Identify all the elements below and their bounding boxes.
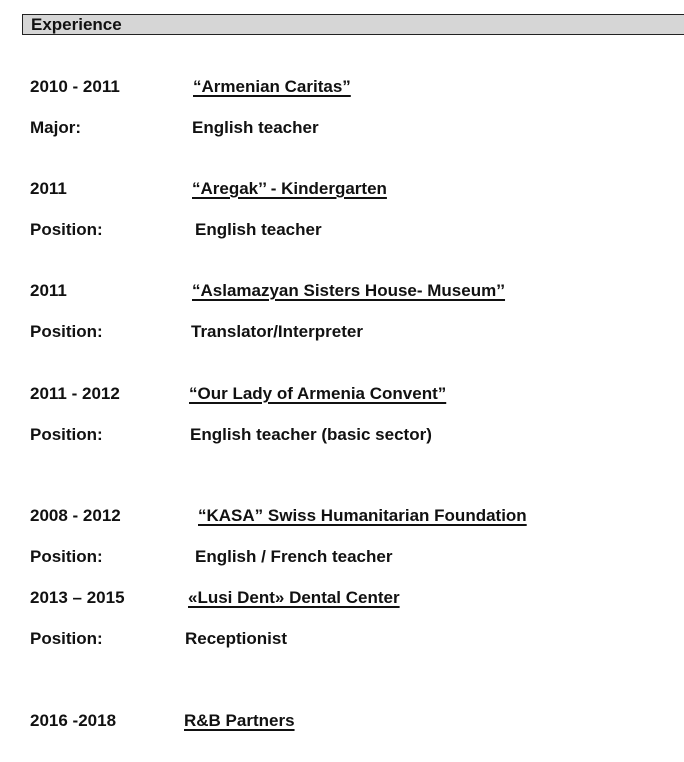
entry-years: 2008 - 2012 (30, 506, 121, 525)
section-header (22, 14, 684, 35)
entry-role-label: Position: (30, 220, 103, 239)
entry-role: Translator/Interpreter (191, 322, 363, 341)
entry-organization: “Aslamazyan Sisters House- Museum’’ (192, 281, 506, 300)
entry-years: 2011 (30, 179, 67, 198)
entry-role: English teacher (192, 118, 319, 137)
entry-role: English teacher (195, 220, 322, 239)
entry-organization: “Our Lady of Armenia Convent” (189, 384, 447, 403)
entry-role-label: Major: (30, 118, 81, 137)
entry-role: English teacher (basic sector) (190, 425, 432, 444)
entry-organization: «Lusi Dent» Dental Center (188, 588, 400, 607)
entry-role-label: Position: (30, 425, 103, 444)
entry-organization: “KASA” Swiss Humanitarian Foundation (198, 506, 527, 525)
entry-role: English / French teacher (195, 547, 393, 566)
entry-role-label: Position: (30, 322, 103, 341)
entry-years: 2010 - 2011 (30, 77, 120, 96)
section-title: Experience (31, 15, 122, 34)
entry-organization: “Armenian Caritas” (193, 77, 351, 96)
entry-role-label: Position: (30, 547, 103, 566)
entry-organization: R&B Partners (184, 711, 295, 730)
entry-organization: “Aregak’’ - Kindergarten (192, 179, 387, 198)
entry-years: 2011 (30, 281, 67, 300)
entry-years: 2016 -2018 (30, 711, 117, 730)
entry-role: Receptionist (185, 629, 288, 648)
entry-years: 2013 – 2015 (30, 588, 125, 607)
entry-years: 2011 - 2012 (30, 384, 120, 403)
entry-role-label: Position: (30, 629, 103, 648)
